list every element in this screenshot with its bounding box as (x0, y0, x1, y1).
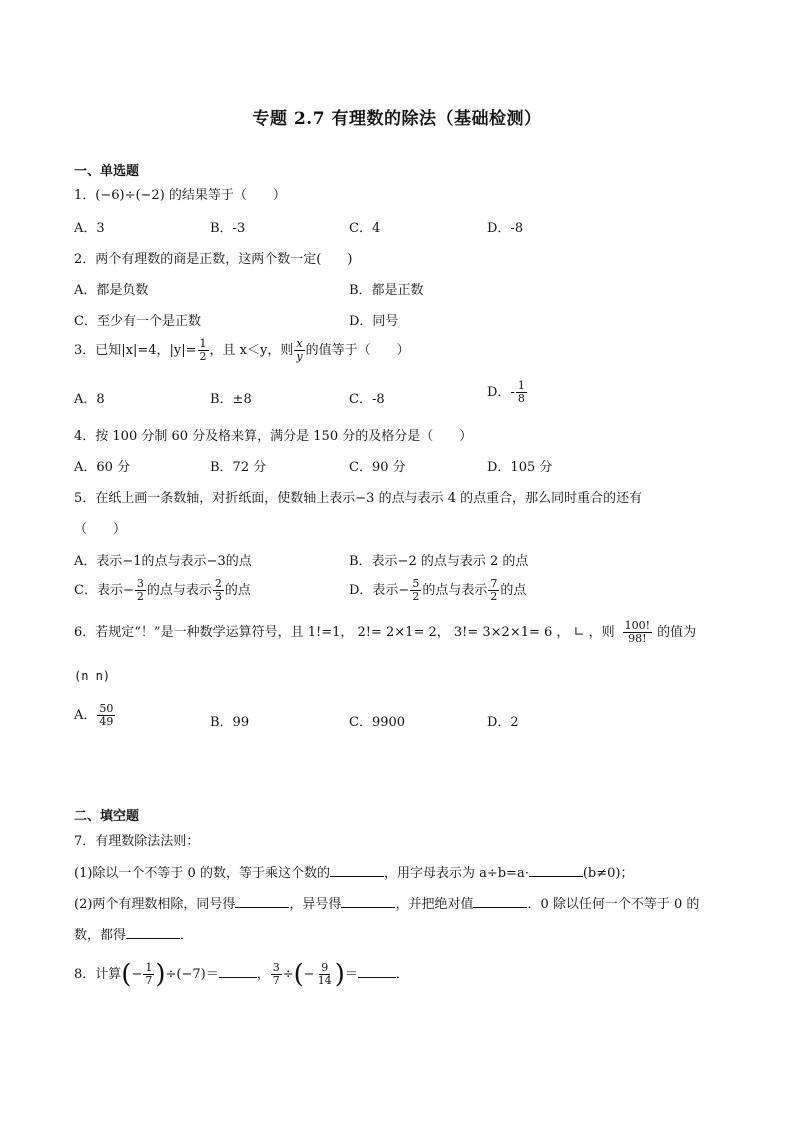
q8-text: ＝ (344, 967, 358, 982)
denominator: 49 (99, 715, 114, 728)
denominator: 7 (272, 974, 280, 987)
option-text: 的点与表示 (146, 583, 212, 598)
q2-option-a: A．都是负数 (74, 283, 149, 298)
question-7-stem: 7．有理数除法法则： (74, 834, 200, 849)
q6-option-a (74, 703, 116, 728)
question-3-stem (74, 338, 410, 363)
q3-stem-part: 的值等于（ ） (305, 343, 410, 358)
denominator: 2 (490, 590, 498, 603)
numerator: 3 (136, 577, 144, 590)
fraction (135, 578, 146, 603)
q7-text: 数，都得 (74, 928, 127, 943)
fraction (143, 962, 154, 987)
open-paren: ( (293, 959, 304, 990)
section-heading-single-choice: 一、单选题 (74, 164, 140, 179)
q7-text: ． (180, 928, 194, 943)
question-2-stem: 2．两个有理数的商是正数，这两个数一定( ) (74, 252, 353, 267)
question-6-stem (74, 620, 696, 645)
question-1-stem: 1．(−6)÷(−2) 的结果等于（ ） (74, 188, 286, 203)
answer-blank[interactable] (529, 865, 583, 877)
q6-option-c: C．9900 (349, 715, 406, 730)
answer-blank[interactable] (358, 966, 396, 978)
option-text: 的点 (224, 583, 251, 598)
fraction (97, 703, 115, 728)
q4-option-b: B．72 分 (210, 460, 267, 475)
q7-text: ，异号得 (289, 897, 342, 912)
answer-blank[interactable] (341, 896, 395, 908)
q2-option-c: C．至少有一个是正数 (74, 314, 201, 329)
q1-option-a: A．3 (74, 221, 105, 236)
option-label: A． (74, 708, 97, 723)
q6-stem-part: 的值为 (653, 625, 697, 640)
q5-option-c (74, 578, 251, 603)
q6-option-d: D．2 (487, 715, 519, 730)
q7-text: ，并把绝对值 (395, 897, 474, 912)
fraction (294, 338, 304, 363)
answer-blank[interactable] (235, 896, 289, 908)
q6-stem-part: 6．若规定“！”是一种数学运算符号，且 1!=1， 2!= 2×1= 2， 3!= 3×2×1= 6 ， ∟ ，则 (74, 625, 615, 640)
numerator: 3 (272, 961, 280, 974)
fraction (410, 578, 421, 603)
q5-option-a: A．表示−1的点与表示−3的点 (74, 554, 252, 569)
q2-option-d: D．同号 (349, 314, 399, 329)
numerator: 9 (321, 961, 329, 974)
fraction (198, 338, 209, 363)
numerator: 100! (624, 619, 650, 632)
denominator: 3 (214, 590, 222, 603)
q3-option-b: B．±8 (210, 392, 252, 407)
q4-option-c: C．90 分 (349, 460, 406, 475)
question-6-stem-cont: (n n) (74, 669, 111, 683)
q7-text: ，用字母表示为 a÷b=a· (383, 866, 529, 881)
numerator: 2 (214, 577, 222, 590)
q7-text: (2)两个有理数相除，同号得 (74, 897, 236, 912)
question-8-stem (74, 959, 409, 990)
answer-blank[interactable] (126, 927, 180, 939)
denominator: 7 (145, 974, 153, 987)
q5-option-d (349, 578, 526, 603)
denominator: y (296, 350, 303, 363)
fraction (316, 962, 334, 987)
question-5-stem-cont: （ ） (74, 522, 127, 537)
fraction (271, 962, 282, 987)
page-title: 专题 2.7 有理数的除法（基础检测） (252, 109, 542, 129)
fraction (213, 578, 224, 603)
option-text: D．表示− (349, 583, 410, 598)
question-7-rule-2-cont (74, 924, 193, 943)
q4-option-d: D．105 分 (487, 460, 553, 475)
q8-text: ． (395, 967, 409, 982)
denominator: 2 (199, 350, 207, 363)
q3-stem-part: 3．已知|x|=4，|y|= (74, 343, 197, 358)
numerator: x (296, 337, 303, 350)
denominator: 98! (628, 632, 647, 645)
q7-text: ．0 除以任何一个不等于 0 的 (527, 897, 700, 912)
numerator: 1 (517, 379, 525, 392)
numerator: 1 (145, 961, 153, 974)
fraction (516, 380, 527, 405)
answer-blank[interactable] (473, 896, 527, 908)
q7-text: (1)除以一个不等于 0 的数，等于乘这个数的 (74, 866, 330, 881)
section-heading-fill-blank: 二、填空题 (74, 809, 140, 824)
q3-stem-part: ，且 x＜y，则 (209, 343, 294, 358)
q7-text: (b≠0)； (582, 866, 634, 881)
numerator: 7 (490, 577, 498, 590)
option-text: 的点 (500, 583, 527, 598)
numerator: 50 (99, 702, 114, 715)
denominator: 2 (412, 590, 420, 603)
denominator: 2 (136, 590, 144, 603)
option-text: 的点与表示 (422, 583, 488, 598)
open-paren: ( (121, 959, 132, 990)
q8-text: ， (256, 967, 270, 982)
question-7-rule-2 (74, 893, 699, 912)
option-text: C．表示− (74, 583, 134, 598)
numerator: 5 (412, 577, 420, 590)
minus-sign: − (131, 967, 143, 982)
q1-option-d: D．-8 (487, 221, 524, 236)
close-paren: ) (155, 959, 166, 990)
q3-option-c: C．-8 (349, 392, 385, 407)
q4-option-a: A．60 分 (74, 460, 131, 475)
answer-blank[interactable] (330, 865, 384, 877)
question-5-stem: 5．在纸上画一条数轴，对折纸面，使数轴上表示−3 的点与表示 4 的点重合，那么同时重合的还有 (74, 491, 643, 506)
q2-option-b: B．都是正数 (349, 283, 424, 298)
option-label: D．- (487, 385, 515, 400)
q8-text: 8．计算 (74, 967, 122, 982)
q1-option-b: B．-3 (210, 221, 246, 236)
question-4-stem: 4．按 100 分制 60 分及格来算，满分是 150 分的及格分是（ ） (74, 429, 473, 444)
numerator: 1 (199, 337, 207, 350)
q8-text: ÷(−7)＝ (165, 967, 219, 982)
q8-text: ÷ (282, 967, 294, 982)
q5-option-b: B．表示−2 的点与表示 2 的点 (349, 554, 529, 569)
denominator: 14 (317, 974, 332, 987)
denominator: 8 (517, 392, 525, 405)
question-7-rule-1 (74, 862, 633, 881)
q3-option-a: A．8 (74, 392, 105, 407)
fraction (488, 578, 499, 603)
close-paren: ) (334, 959, 345, 990)
q6-option-b: B．99 (210, 715, 250, 730)
q1-option-c: C．4 (349, 221, 381, 236)
answer-blank[interactable] (219, 966, 257, 978)
q3-option-d (487, 380, 528, 405)
fraction (623, 620, 652, 645)
minus-sign: − (303, 967, 315, 982)
